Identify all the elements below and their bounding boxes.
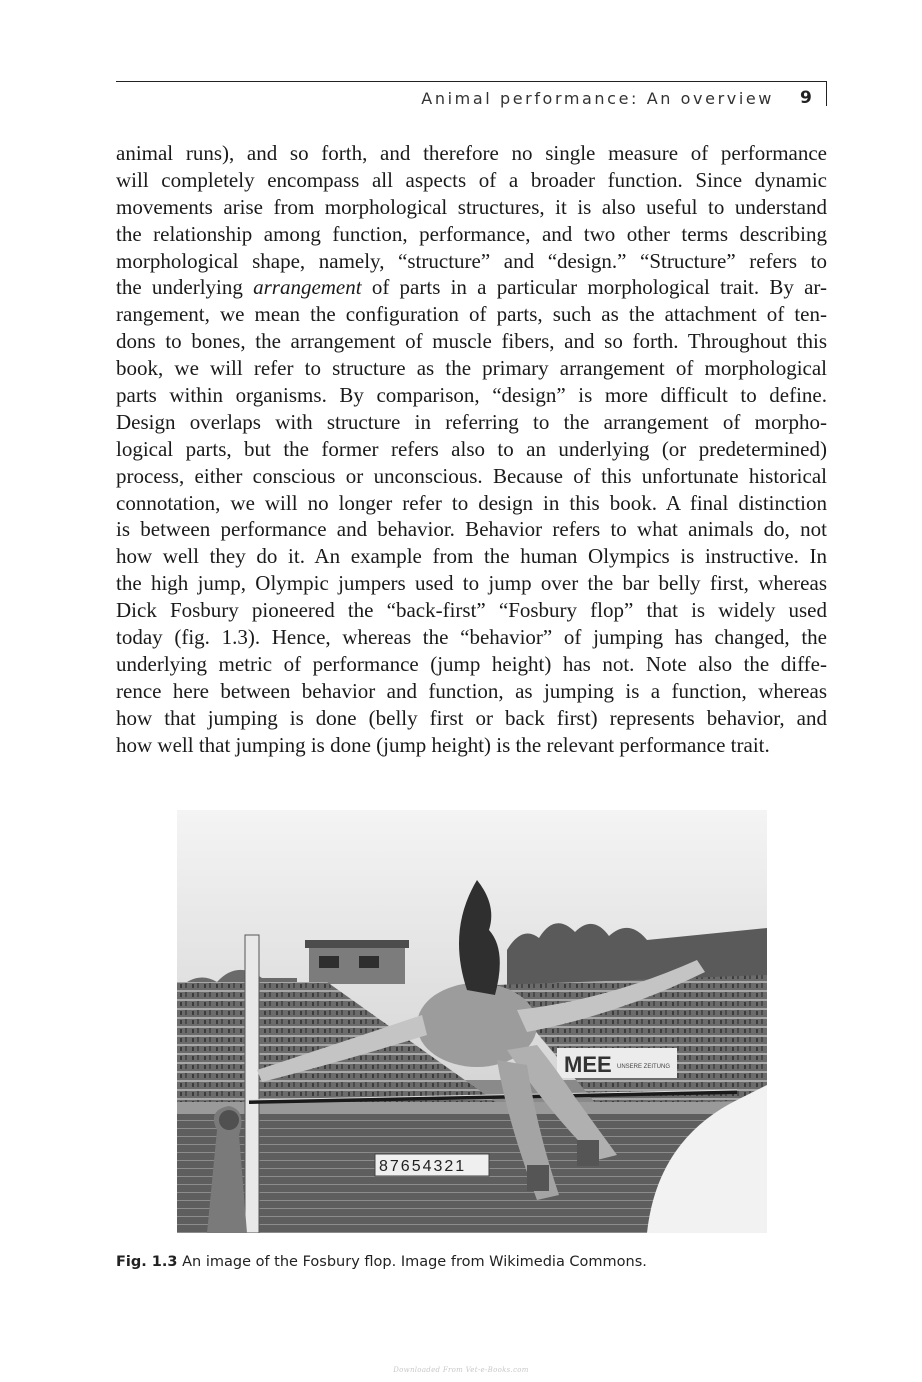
- body-line: how well they do it. An example from the human Olympics is instructive. In: [116, 544, 827, 569]
- body-line: connotation, we will no longer refer to design in this book. A final distinction: [116, 490, 827, 515]
- body-line-segment: of parts in a particular morphological trait. By ar-: [361, 275, 827, 300]
- infield-wall: [177, 1102, 767, 1114]
- press-box-roof: [305, 940, 409, 948]
- figure-caption-text: An image of the Fosbury flop. Image from Wikimedia Commons.: [182, 1254, 647, 1270]
- banner-text: MEE: [564, 1052, 612, 1077]
- body-line: rangement, we mean the configuration of parts, such as the attachment of ten-: [116, 302, 827, 327]
- body-line: animal runs), and so forth, and therefore no single measure of performance: [116, 141, 827, 165]
- header-rule: [116, 81, 827, 82]
- body-line: logical parts, but the former refers also to an underlying (or predetermined): [116, 436, 827, 461]
- body-line: today (fig. 1.3). Hence, whereas the “behavior” of jumping has changed, the: [116, 625, 827, 650]
- body-line: dons to bones, the arrangement of muscle fibers, and so forth. Throughout this: [116, 329, 827, 354]
- body-line: book, we will refer to structure as the primary arrangement of morphological: [116, 356, 827, 381]
- athlete-sock: [527, 1165, 549, 1191]
- body-line: parts within organisms. By comparison, “design” is more difficult to define.: [116, 383, 827, 408]
- body-line-segment: the underlying: [116, 275, 254, 300]
- spectator-left-head: [219, 1110, 239, 1130]
- italic-term: arrangement: [253, 275, 362, 300]
- body-line: underlying metric of performance (jump height) has not. Note also the diffe-: [116, 651, 827, 676]
- body-line: is between performance and behavior. Behavior refers to what animals do, not: [116, 517, 827, 542]
- body-line: Design overlaps with structure in referring to the arrangement of morpho-: [116, 409, 827, 434]
- press-box-window: [359, 956, 379, 968]
- press-box-window: [319, 956, 339, 968]
- body-line: morphological shape, namely, “structure” and “design.” “Structure” refers to: [116, 248, 827, 273]
- running-title: Animal performance: An overview: [421, 89, 774, 108]
- body-line: the relationship among function, performance, and two other terms describing: [116, 221, 827, 246]
- header-vertical-rule: [826, 81, 827, 106]
- body-line: the high jump, Olympic jumpers used to jump over the bar belly first, whereas: [116, 571, 827, 596]
- athlete-sock: [577, 1140, 599, 1166]
- footer-watermark: Downloaded From Vet-e-Books.com: [393, 1366, 529, 1374]
- body-line: movements arise from morphological structures, it is also useful to understand: [116, 194, 827, 219]
- photo-illustration: [177, 810, 767, 1233]
- body-line: rence here between behavior and function, as jumping is a function, whereas: [116, 678, 827, 703]
- high-jump-standard: [245, 935, 259, 1233]
- body-line: how that jumping is done (belly first or back first) represents behavior, and: [116, 705, 827, 730]
- height-board-numbers: 87654321: [379, 1158, 467, 1175]
- figure-label: Fig. 1.3: [116, 1254, 178, 1270]
- body-line: Dick Fosbury pioneered the “back-first” “Fosbury flop” that is widely used: [116, 598, 827, 623]
- body-line: process, either conscious or unconscious. Because of this unfortunate historical: [116, 463, 827, 488]
- body-line-last: how well that jumping is done (jump height) is the relevant performance trait.: [116, 732, 770, 757]
- page-number: 9: [800, 88, 812, 108]
- figure-fosbury-flop-photo: [177, 810, 767, 1233]
- banner-small-text: UNSERE ZEITUNG: [617, 1064, 671, 1070]
- body-line-with-italic: [116, 274, 827, 301]
- figure-caption: [116, 1254, 647, 1270]
- body-paragraph: [116, 140, 827, 758]
- body-line: will completely encompass all aspects of a broader function. Since dynamic: [116, 167, 827, 192]
